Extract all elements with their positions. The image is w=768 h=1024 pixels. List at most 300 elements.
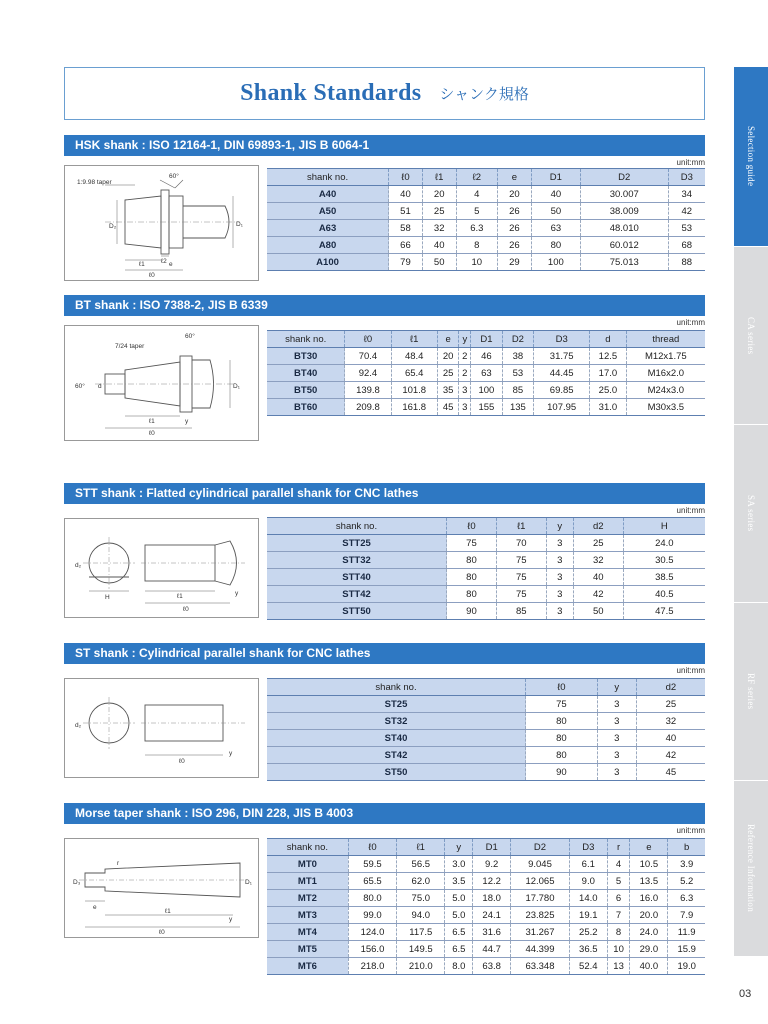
table-cell: 12.065 [511,873,570,890]
table-cell: 18.0 [473,890,511,907]
table-cell: 14.0 [569,890,607,907]
table-cell: 94.0 [397,907,445,924]
table-cell: 3 [546,552,573,569]
column-header: D1 [471,331,502,348]
table-cell: 38 [502,348,533,365]
table-cell: 32 [422,220,456,237]
table-cell: 107.95 [534,399,590,416]
morse-shank-drawing [64,838,259,938]
table-cell: 7 [607,907,630,924]
table-cell: 10 [607,941,630,958]
table-cell: 52.4 [569,958,607,975]
table-cell: 47.5 [623,603,705,620]
table-cell: 25 [422,203,456,220]
shank-number-cell: ST40 [267,730,526,747]
column-header: D1 [473,839,511,856]
bt-unit-label: unit:mm [676,318,705,327]
shank-number-cell: BT40 [267,365,345,382]
table-cell: 7.9 [668,907,705,924]
table-cell: 24.0 [630,924,668,941]
table-cell: 42 [636,747,705,764]
table-cell: 161.8 [391,399,437,416]
shank-number-cell: A100 [267,254,389,271]
shank-number-cell: BT50 [267,382,345,399]
bt-drawing-label-angle-left: 60° [75,383,85,390]
table-cell: 20 [437,348,459,365]
table-cell: 50 [422,254,456,271]
table-cell: 88 [668,254,705,271]
column-header: H [623,518,705,535]
table-cell: 6.5 [445,924,473,941]
table-row [267,907,705,924]
column-header: D3 [534,331,590,348]
table-cell: 65.4 [391,365,437,382]
table-row [267,203,705,220]
shank-number-cell: STT25 [267,535,447,552]
table-cell: M16x2.0 [626,365,705,382]
table-row [267,348,705,365]
hsk-spec-table [267,168,705,271]
side-tab-label: RF series [746,673,756,710]
table-cell: 75 [526,696,598,713]
table-cell: 149.5 [397,941,445,958]
column-header: D3 [569,839,607,856]
table-cell: 60.012 [580,237,668,254]
table-row [267,730,705,747]
table-cell: 6.5 [445,941,473,958]
column-header: ℓ0 [447,518,497,535]
table-cell: M30x3.5 [626,399,705,416]
table-cell: 5.0 [445,890,473,907]
table-cell: 15.9 [668,941,705,958]
table-cell: 26 [498,220,532,237]
table-cell: 65.5 [348,873,396,890]
table-cell: 63.8 [473,958,511,975]
table-cell: 38.5 [623,569,705,586]
hsk-drawing-label-l0: ℓ0 [149,272,155,279]
table-row [267,399,705,416]
column-header: D2 [502,331,533,348]
table-cell: 25 [437,365,459,382]
table-cell: 80 [526,730,598,747]
table-cell: 42 [668,203,705,220]
column-header: e [498,169,532,186]
shank-number-cell: MT0 [267,856,348,873]
table-cell: 31.0 [590,399,626,416]
stt-spec-table [267,517,705,620]
table-cell: 25 [573,535,623,552]
page-number: 03 [739,988,752,1000]
column-header: e [437,331,459,348]
table-cell: 135 [502,399,533,416]
table-row [267,365,705,382]
table-row [267,696,705,713]
table-cell: 6.3 [668,890,705,907]
table-cell: 36.5 [569,941,607,958]
morse-drawing-label-l0: ℓ0 [159,929,165,936]
table-cell: 20 [498,186,532,203]
column-header: ℓ0 [389,169,423,186]
morse-drawing-label-d1: D₁ [245,879,252,886]
table-cell: 3 [597,730,636,747]
table-cell: 218.0 [348,958,396,975]
table-cell: 90 [526,764,598,781]
shank-number-cell: BT30 [267,348,345,365]
table-row [267,552,705,569]
column-header: y [546,518,573,535]
table-cell: 100 [531,254,580,271]
table-cell: 3.0 [445,856,473,873]
table-cell: 80 [447,552,497,569]
stt-section-heading: STT shank : Flatted cylindrical parallel shank for CNC lathes [64,483,705,504]
table-cell: 3 [546,535,573,552]
side-navigation [734,67,768,957]
shank-number-cell: A50 [267,203,389,220]
column-header: ℓ0 [345,331,391,348]
table-cell: 6.3 [456,220,497,237]
hsk-drawing-label-taper: 1:9.98 taper [77,179,112,186]
table-cell: 139.8 [345,382,391,399]
table-cell: 40.5 [623,586,705,603]
table-cell: 40 [573,569,623,586]
table-cell: 40 [636,730,705,747]
table-cell: 75 [496,569,546,586]
table-cell: 3 [546,603,573,620]
table-row [267,747,705,764]
table-row [267,220,705,237]
table-cell: 56.5 [397,856,445,873]
bt-drawing-label-l0: ℓ0 [149,430,155,437]
shank-number-cell: MT5 [267,941,348,958]
table-cell: 38.009 [580,203,668,220]
bt-drawing-label-d: d [98,383,102,390]
table-cell: 11.9 [668,924,705,941]
bt-shank-drawing [64,325,259,441]
table-cell: 19.1 [569,907,607,924]
side-tab-selection-guide[interactable] [734,67,768,247]
bt-drawing-label-y: y [185,418,189,425]
shank-number-cell: ST42 [267,747,526,764]
hsk-drawing-label-angle: 60° [169,173,179,180]
hsk-drawing-label-d2: D₂ [109,223,117,230]
stt-drawing-label-l0: ℓ0 [183,606,189,613]
table-cell: 5.2 [668,873,705,890]
table-cell: 92.4 [345,365,391,382]
table-cell: 40 [531,186,580,203]
table-cell: 75 [496,552,546,569]
stt-shank-drawing [64,518,259,618]
table-cell: 53 [668,220,705,237]
table-cell: 10 [456,254,497,271]
shank-number-cell: ST50 [267,764,526,781]
table-cell: 26 [498,237,532,254]
table-cell: 3 [546,586,573,603]
shank-number-cell: A63 [267,220,389,237]
table-cell: 63 [471,365,502,382]
column-header: shank no. [267,518,447,535]
column-header: ℓ1 [496,518,546,535]
st-shank-drawing [64,678,259,778]
page-title-box [64,67,705,120]
column-header: d2 [573,518,623,535]
table-cell: 48.010 [580,220,668,237]
table-cell: 80 [526,713,598,730]
table-cell: 29 [498,254,532,271]
table-cell: 13 [607,958,630,975]
table-row [267,603,705,620]
table-cell: 8 [607,924,630,941]
shank-number-cell: MT2 [267,890,348,907]
table-cell: 40 [422,237,456,254]
table-cell: 5 [607,873,630,890]
table-row [267,924,705,941]
table-cell: 3 [597,747,636,764]
table-cell: 44.7 [473,941,511,958]
table-cell: 16.0 [630,890,668,907]
table-cell: 50 [573,603,623,620]
table-cell: 32 [636,713,705,730]
table-cell: 63 [531,220,580,237]
shank-number-cell: A80 [267,237,389,254]
table-row [267,254,705,271]
table-cell: 46 [471,348,502,365]
table-cell: 30.007 [580,186,668,203]
table-cell: 26 [498,203,532,220]
column-header: thread [626,331,705,348]
column-header: shank no. [267,169,389,186]
hsk-drawing-label-d1: D₁ [236,221,243,228]
morse-section-heading: Morse taper shank : ISO 296, DIN 228, JIS B 4003 [64,803,705,824]
st-drawing-label-l0: ℓ0 [179,758,185,765]
side-tab-label: Reference Information [746,824,756,913]
table-cell: 124.0 [348,924,396,941]
shank-number-cell: ST32 [267,713,526,730]
table-cell: 25 [636,696,705,713]
table-row [267,569,705,586]
table-cell: 40.0 [630,958,668,975]
table-cell: 3.5 [445,873,473,890]
column-header: ℓ1 [397,839,445,856]
table-cell: 80 [447,586,497,603]
hsk-section-heading: HSK shank : ISO 12164-1, DIN 69893-1, JIS B 6064-1 [64,135,705,156]
table-row [267,856,705,873]
table-cell: 13.5 [630,873,668,890]
st-drawing-label-y: y [229,750,233,757]
table-row [267,586,705,603]
table-cell: 9.2 [473,856,511,873]
table-cell: 48.4 [391,348,437,365]
table-cell: 34 [668,186,705,203]
table-cell: 68 [668,237,705,254]
hsk-drawing-label-l1: ℓ1 [139,261,145,268]
morse-drawing-label-y: y [229,916,233,923]
column-header: d2 [636,679,705,696]
table-cell: 100 [471,382,502,399]
table-cell: 35 [437,382,459,399]
table-cell: 69.85 [534,382,590,399]
stt-drawing-label-y: y [235,590,239,597]
side-tab-sa-series[interactable] [734,425,768,603]
column-header: b [668,839,705,856]
table-cell: 44.399 [511,941,570,958]
table-cell: 79 [389,254,423,271]
table-cell: 8 [456,237,497,254]
table-cell: 23.825 [511,907,570,924]
table-cell: 45 [636,764,705,781]
side-tab-label: Selection guide [746,126,756,187]
column-header: ℓ2 [456,169,497,186]
table-cell: 75 [496,586,546,603]
table-cell: 9.0 [569,873,607,890]
table-cell: 3 [597,713,636,730]
table-cell: 29.0 [630,941,668,958]
table-cell: 31.267 [511,924,570,941]
table-cell: 4 [456,186,497,203]
shank-number-cell: A40 [267,186,389,203]
column-header: y [459,331,471,348]
table-cell: 3 [597,764,636,781]
table-cell: 17.0 [590,365,626,382]
column-header: D3 [668,169,705,186]
shank-number-cell: MT1 [267,873,348,890]
table-cell: M12x1.75 [626,348,705,365]
column-header: D2 [511,839,570,856]
table-cell: 31.6 [473,924,511,941]
table-cell: 210.0 [397,958,445,975]
table-cell: 4 [607,856,630,873]
morse-spec-table [267,838,705,975]
table-cell: 12.5 [590,348,626,365]
table-cell: 17.780 [511,890,570,907]
st-spec-table [267,678,705,781]
side-tab-label: SA series [746,495,756,532]
table-row [267,382,705,399]
table-cell: 6.1 [569,856,607,873]
column-header: ℓ0 [348,839,396,856]
table-cell: 156.0 [348,941,396,958]
column-header: shank no. [267,839,348,856]
st-drawing-label-d2: d₂ [75,722,82,729]
table-cell: 32 [573,552,623,569]
table-cell: 85 [496,603,546,620]
table-row [267,941,705,958]
table-cell: 25.0 [590,382,626,399]
bt-section-heading: BT shank : ISO 7388-2, JIS B 6339 [64,295,705,316]
table-cell: 117.5 [397,924,445,941]
column-header: e [630,839,668,856]
table-cell: 3 [546,569,573,586]
morse-drawing-label-e: e [93,904,97,911]
morse-drawing-label-r: r [117,860,120,867]
side-tab-reference-information[interactable] [734,781,768,957]
column-header: D1 [531,169,580,186]
table-row [267,958,705,975]
page-title: Shank Standards [240,80,422,106]
column-header: r [607,839,630,856]
table-row [267,237,705,254]
table-cell: 80 [447,569,497,586]
column-header: shank no. [267,679,526,696]
bt-drawing-label-l1: ℓ1 [149,418,155,425]
side-tab-label: CA series [746,316,756,355]
table-cell: 9.045 [511,856,570,873]
table-cell: 3 [459,399,471,416]
shank-number-cell: MT3 [267,907,348,924]
table-cell: 90 [447,603,497,620]
table-cell: 2 [459,365,471,382]
table-cell: 209.8 [345,399,391,416]
page-title-japanese: シャンク規格 [439,85,529,103]
table-cell: 8.0 [445,958,473,975]
table-cell: 3 [597,696,636,713]
table-cell: 62.0 [397,873,445,890]
table-cell: 31.75 [534,348,590,365]
table-cell: 50 [531,203,580,220]
table-cell: 75.013 [580,254,668,271]
column-header: shank no. [267,331,345,348]
table-cell: 53 [502,365,533,382]
morse-unit-label: unit:mm [676,826,705,835]
table-cell: 101.8 [391,382,437,399]
table-row [267,890,705,907]
stt-drawing-label-h: H [105,594,110,601]
table-cell: 80 [526,747,598,764]
table-cell: 12.2 [473,873,511,890]
table-cell: 99.0 [348,907,396,924]
column-header: y [445,839,473,856]
column-header: ℓ0 [526,679,598,696]
table-cell: M24x3.0 [626,382,705,399]
shank-number-cell: STT32 [267,552,447,569]
table-row [267,535,705,552]
table-cell: 5 [456,203,497,220]
side-tab-ca-series[interactable] [734,247,768,425]
morse-drawing-label-l1: ℓ1 [165,908,171,915]
shank-number-cell: BT60 [267,399,345,416]
table-cell: 25.2 [569,924,607,941]
table-cell: 30.5 [623,552,705,569]
shank-number-cell: MT6 [267,958,348,975]
table-cell: 70.4 [345,348,391,365]
side-tab-rf-series[interactable] [734,603,768,781]
stt-drawing-label-d2: d₂ [75,562,82,569]
table-cell: 44.45 [534,365,590,382]
table-cell: 63.348 [511,958,570,975]
table-cell: 51 [389,203,423,220]
column-header: d [590,331,626,348]
table-cell: 70 [496,535,546,552]
table-row [267,713,705,730]
table-cell: 10.5 [630,856,668,873]
table-cell: 3.9 [668,856,705,873]
table-cell: 85 [502,382,533,399]
table-cell: 20 [422,186,456,203]
table-cell: 58 [389,220,423,237]
column-header: ℓ1 [422,169,456,186]
table-cell: 3 [459,382,471,399]
st-unit-label: unit:mm [676,666,705,675]
st-section-heading: ST shank : Cylindrical parallel shank for CNC lathes [64,643,705,664]
table-cell: 6 [607,890,630,907]
table-cell: 155 [471,399,502,416]
hsk-drawing-label-e: e [169,261,173,268]
table-cell: 66 [389,237,423,254]
hsk-unit-label: unit:mm [676,158,705,167]
hsk-shank-drawing [64,165,259,281]
shank-number-cell: STT40 [267,569,447,586]
bt-drawing-label-taper: 7/24 taper [115,343,145,350]
table-cell: 75.0 [397,890,445,907]
